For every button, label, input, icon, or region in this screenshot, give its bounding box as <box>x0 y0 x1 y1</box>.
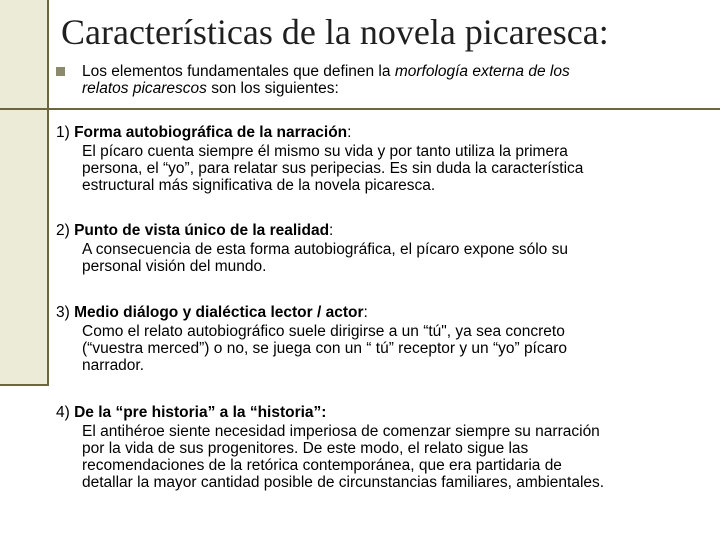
section-2 <box>56 222 706 275</box>
intro-text <box>82 63 706 97</box>
intro-line-1: Los elementos fundamentales que definen la morfología externa de los <box>82 63 570 80</box>
section-heading: 4) De la “pre historia” a la “historia”: <box>56 404 327 421</box>
section-heading: 1) Forma autobiográfica de la narración: <box>56 124 352 141</box>
intro-paragraph <box>56 63 706 97</box>
horizontal-divider <box>0 108 720 110</box>
intro-line-2: relatos picarescos son los siguientes: <box>82 80 339 97</box>
section-body: El antihéroe siente necesidad imperiosa de comenzar siempre su narración por la vida de sus progenitores. De este modo, el relato sigue las recomendaciones de la retórica contemporánea, que era partidaria de detallar la mayor cantidad posible de circunstancias familiares, ambientales. <box>82 423 605 491</box>
slide-title: Características de la novela picaresca: <box>61 12 609 52</box>
section-heading: 2) Punto de vista único de la realidad: <box>56 222 334 239</box>
vertical-divider <box>47 0 49 386</box>
section-body: Como el relato autobiográfico suele dirigirse a un “tú", ya sea concreto (“vuestra merced”) o no, se juega con un “ tú” receptor y un “yo” pícaro narrador. <box>82 323 568 374</box>
section-3 <box>56 304 706 374</box>
side-band-bottom-rule <box>0 384 48 386</box>
section-1 <box>56 124 706 194</box>
section-heading: 3) Medio diálogo y dialéctica lector / actor: <box>56 304 368 321</box>
decorative-side-band <box>0 0 47 386</box>
section-body: El pícaro cuenta siempre él mismo su vida y por tanto utiliza la primera persona, el “yo”, para relatar sus peripecias. Es sin duda la característica estructural más significativa de la novela picaresca. <box>82 143 584 194</box>
section-body: A consecuencia de esta forma autobiográfica, el pícaro expone sólo su personal visión del mundo. <box>82 241 568 275</box>
square-bullet-icon <box>56 67 65 76</box>
section-4 <box>56 404 706 491</box>
